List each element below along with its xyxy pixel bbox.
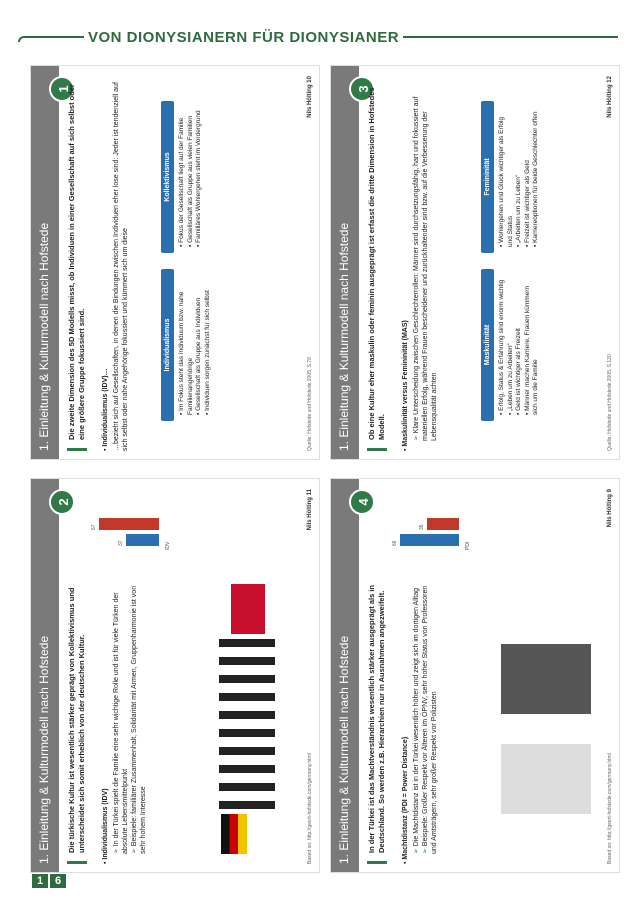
slide-title-bar: 1. Einleitung & Kulturmodell nach Hofstede <box>31 479 59 873</box>
column-right: Kollektivismus ▪ Fokus der Gesellschaft liegt auf der Familie ▪ Gesellschaft als Gruppe aus vielen Familien ▪ Familiäres Wohlergehen steht im Vordergrund <box>161 101 216 253</box>
column-left: Individualismus ▪ Im Fokus steht das Individuum bzw. nahe Familienangehörige ▪ Gesellschaft als Gruppe aus Individuen ▪ Individuen sorgen zunächst für sich selbst <box>161 269 216 421</box>
slide-body: ▪ Individualismus (IDV)… …bezieht sich auf Gesellschaften, in denen die Bindungen zwischen Individuen eher lose sind: Jeder ist tendenziell auf sich selbst oder nahe Angehörige fokussiert und kümmert sich um diese <box>101 76 130 451</box>
slide-body: ▪ Machtdistanz (PDI = Power Distance) ➢ Die Machtdistanz ist in der Türkei wesentlich höher und zeigt sich im dortigen Alltag ➢ Beispiele: Großer Respekt vor Älteren im ÖPNV, sehr hoher Status von Professoren und Amtsträgern, sehr großer Respekt vor Polizisten <box>401 574 439 864</box>
bar-germany <box>99 518 159 530</box>
column-right: Femininität ▪ Wohlergehen und Glück wichtiger als Erfolg und Status ▪ „Arbeiten um zu Leben“ ▪ Freizeit ist wichtiger als Geld ▪ Karriereoptionen für beide Geschlechter offen <box>481 101 545 253</box>
comparison-columns <box>481 101 545 421</box>
slide-idv-comparison <box>30 478 320 873</box>
slide-masculinity <box>330 65 620 460</box>
slide-badge: 2 <box>49 489 75 515</box>
slide-title-bar: 1. Einleitung & Kulturmodell nach Hofstede <box>331 66 359 460</box>
slide-footer: Quelle: Hofstede und Hofstede 2005, S.78 Nils Hölting 10 <box>307 76 313 451</box>
bar-turkey <box>400 534 459 546</box>
slide-badge: 3 <box>349 76 375 102</box>
slide-intro: In der Türkei ist das Machtverständnis wesentlich stärker ausgeprägt als in Deutschland. So werden z.B. Hierarchien nur in Ausnahmen angezweifelt. <box>367 574 387 864</box>
pdi-bar-chart: 66 35 PDI <box>381 494 471 564</box>
page-header <box>0 0 639 60</box>
germany-flag-icon <box>221 814 247 854</box>
movie-poster-image <box>501 744 591 814</box>
slide-footer: Quelle: Hofstede und Hofstede 2005, S.120 Nils Hölting 12 <box>607 76 613 451</box>
bar-germany <box>427 518 459 530</box>
header-title: VON DIONYSIANERN FÜR DIONYSIANER <box>84 29 403 46</box>
slide-body: ▪ Individualismus (IDV) ➢ In der Türkei spielt die Familie eine sehr wichtige Rolle und ist für viele Türken der absolute Lebensmittelpunkt ➢ Beispiele: familiärer Zusammenhalt, Solidarität mit Armen, Gruppenharmonie ist von sehr hohem Interesse <box>101 574 148 864</box>
idv-bar-chart: 37 67 IDV <box>81 494 171 564</box>
comparison-columns <box>161 101 216 421</box>
slide-badge: 1 <box>49 76 75 102</box>
column-left: Maskulinität ▪ Erfolg, Status & Erfahrung sind enorm wichtig ▪ „Leben um zu Arbeiten“ ▪ Geld ist wichtiger als Freizeit ▪ Männer machen Karriere, Frauen kümmern sich um die Familie <box>481 269 545 421</box>
slide-title-bar: 1. Einleitung & Kulturmodell nach Hofstede <box>331 479 359 873</box>
slide-footer: Based on: http://geert-hofstede.com/germany.html Nils Hölting 9 <box>607 489 613 864</box>
slide-pdi-comparison <box>330 478 620 873</box>
culture-illustration <box>211 574 281 864</box>
slide-body: ▪ Maskulinität versus Femininität (MAS) ➢ Klare Unterscheidung zwischen Geschlechterrollen: Männer sind durchsetzungsfähig, hart und fokussiert auf materiellen Erfolg, während Frauen bescheidener und zurückhaltender sind bzw. auf die Verbesserung der Lebensqualität achten <box>401 76 439 451</box>
slide-badge: 4 <box>349 489 375 515</box>
slide-individualism <box>30 65 320 460</box>
slide-intro: Die türkische Kultur ist wesentlich stärker geprägt von Kollektivismus und unterscheidet sich somit erheblich von der deutschen Kultur. <box>67 574 87 864</box>
slide-intro: Die zweite Dimension des 5D Modells misst, ob Individuen in einer Gesellschaft auf sich selbst oder eine größere Gruppe fokussiert sind. <box>67 81 87 451</box>
bar-turkey <box>126 534 159 546</box>
slide-title-bar: 1. Einleitung & Kulturmodell nach Hofstede <box>31 66 59 460</box>
portrait-image <box>501 644 591 714</box>
turkey-flag-icon <box>231 584 265 634</box>
slide-footer: Based on: http://geert-hofstede.com/germany.html Nils Hölting 11 <box>307 489 313 864</box>
slide-intro: Ob eine Kultur eher maskulin oder feminin ausgeprägt ist erfasst die dritte Dimension in Hofstedes Modell. <box>367 81 387 451</box>
page-number: 1 6 <box>32 874 66 888</box>
people-figures-icon <box>219 639 275 809</box>
